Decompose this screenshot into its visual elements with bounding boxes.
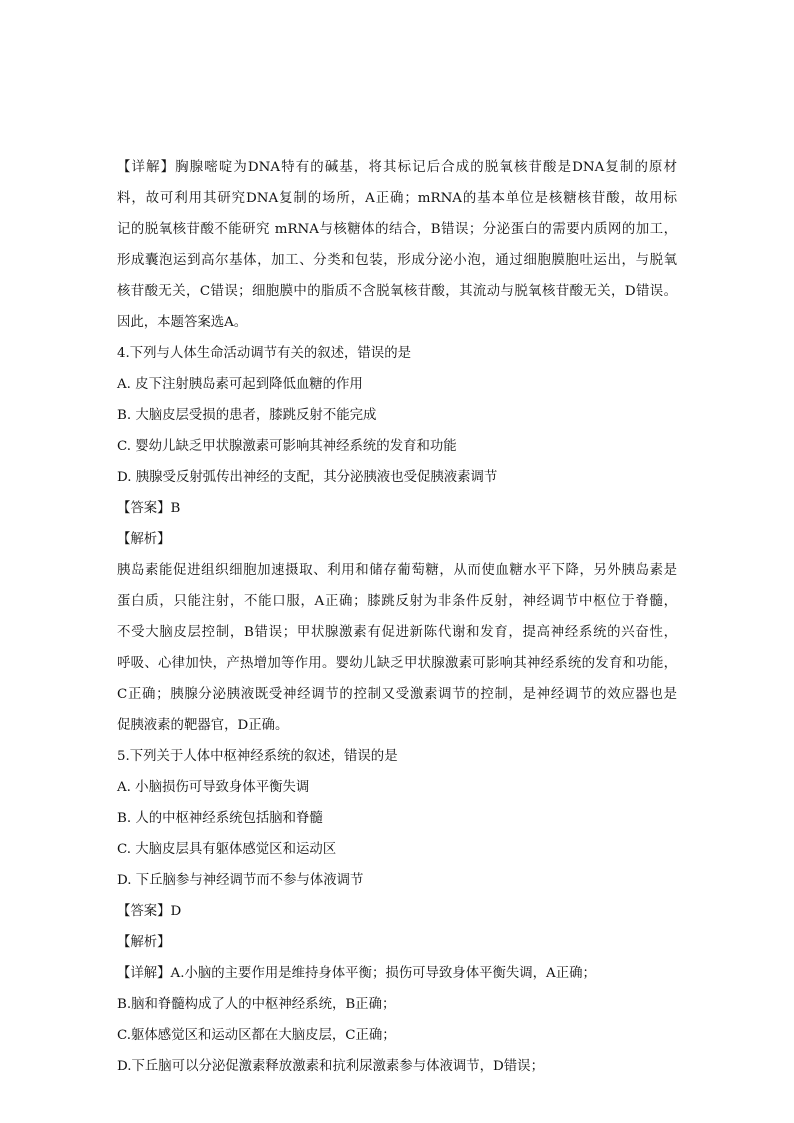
text-line: 【详解】A.小脑的主要作用是维持身体平衡；损伤可导致身体平衡失调，A正确； xyxy=(117,966,596,981)
option-d: D. 下丘脑参与神经调节而不参与体液调节 xyxy=(117,873,364,888)
answer-label: 【答案】D xyxy=(117,904,182,919)
text-line: 呼吸、心律加快，产热增加等作用。婴幼儿缺乏甲状腺激素可影响其神经系统的发育和功能， xyxy=(117,656,677,671)
question-5 xyxy=(117,741,677,1082)
q3-detail-paragraph xyxy=(117,152,677,338)
option-c: C. 婴幼儿缺乏甲状腺激素可影响其神经系统的发育和功能 xyxy=(117,439,457,454)
option-c: C. 大脑皮层具有躯体感觉区和运动区 xyxy=(117,842,337,857)
text-line: D.下丘脑可以分泌促激素释放激素和抗利尿激素参与体液调节，D错误； xyxy=(117,1059,544,1074)
option-b: B. 人的中枢神经系统包括脑和脊髓 xyxy=(117,811,323,826)
text-line: C正确；胰腺分泌胰液既受神经调节的控制又受激素调节的控制，是神经调节的效应器也是 xyxy=(117,687,677,702)
text-line: 因此，本题答案选A。 xyxy=(117,315,248,330)
analysis-label: 【解析】 xyxy=(117,532,171,547)
option-d: D. 胰腺受反射弧传出神经的支配，其分泌胰液也受促胰液素调节 xyxy=(117,470,498,485)
text-line: 不受大脑皮层控制，B错误；甲状腺激素有促进新陈代谢和发育，提高神经系统的兴奋性， xyxy=(117,625,677,640)
analysis-label: 【解析】 xyxy=(117,935,171,950)
text-line: B.脑和脊髓构成了人的中枢神经系统，B正确； xyxy=(117,997,396,1012)
question-stem: 5.下列关于人体中枢神经系统的叙述，错误的是 xyxy=(117,749,398,764)
text-line: C.躯体感觉区和运动区都在大脑皮层，C正确； xyxy=(117,1028,396,1043)
text-line: 料，故可利用其研究DNA复制的场所，A正确；mRNA的基本单位是核糖核苷酸，故用标 xyxy=(117,191,677,206)
text-line: 胰岛素能促进组织细胞加速摄取、利用和储存葡萄糖，从而使血糖水平下降，另外胰岛素是 xyxy=(117,563,677,578)
option-a: A. 皮下注射胰岛素可起到降低血糖的作用 xyxy=(117,377,363,392)
document-page xyxy=(117,152,677,1082)
analysis-paragraph xyxy=(117,555,677,741)
option-a: A. 小脑损伤可导致身体平衡失调 xyxy=(117,780,310,795)
text-line: 【详解】胸腺嘧啶为DNA特有的碱基，将其标记后合成的脱氧核苷酸是DNA复制的原材 xyxy=(117,160,677,175)
text-line: 记的脱氧核苷酸不能研究 mRNA与核糖体的结合，B错误；分泌蛋白的需要内质网的加工， xyxy=(117,222,677,237)
option-b: B. 大脑皮层受损的患者，膝跳反射不能完成 xyxy=(117,408,377,423)
text-line: 形成囊泡运到高尔基体，加工、分类和包装，形成分泌小泡，通过细胞膜胞吐运出，与脱氧 xyxy=(117,253,677,268)
text-line: 促胰液素的靶器官，D正确。 xyxy=(117,718,289,733)
answer-label: 【答案】B xyxy=(117,501,181,516)
text-line: 蛋白质，只能注射，不能口服，A正确；膝跳反射为非条件反射，神经调节中枢位于脊髓， xyxy=(117,594,677,609)
text-line: 核苷酸无关，C错误；细胞膜中的脂质不含脱氧核苷酸，其流动与脱氧核苷酸无关，D错误。 xyxy=(117,284,677,299)
analysis-paragraph xyxy=(117,958,677,1082)
question-4 xyxy=(117,338,677,741)
question-stem: 4.下列与人体生命活动调节有关的叙述，错误的是 xyxy=(117,346,411,361)
